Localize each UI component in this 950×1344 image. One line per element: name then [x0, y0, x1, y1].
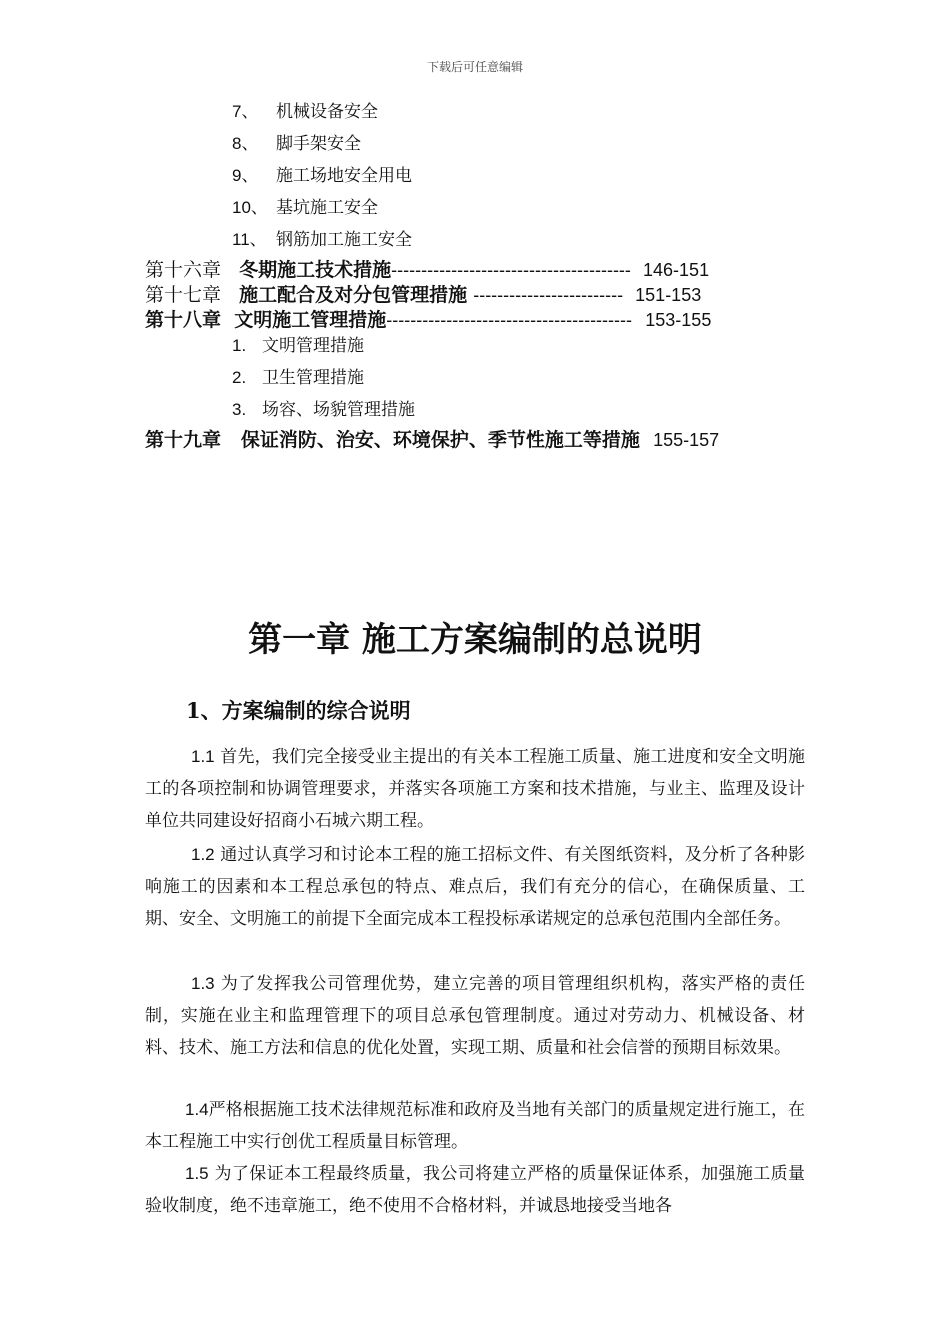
- toc-item: 11、 钢筋加工施工安全: [232, 230, 412, 250]
- toc-item: 10、 基坑施工安全: [232, 198, 378, 218]
- paragraph-1-2: 1.2 通过认真学习和讨论本工程的施工招标文件、有关图纸资料，及分析了各种影响施工的因素和本工程总承包的特点、难点后，我们有充分的信心，在确保质量、工期、安全、文明施工的前提下全面完成本工程投标承诺规定的总承包范围内全部任务。: [145, 845, 805, 929]
- toc-item: 2. 卫生管理措施: [232, 368, 364, 388]
- toc-item: 3. 场容、场貌管理措施: [232, 400, 415, 420]
- toc-chapter-16: 第十六章 冬期施工技术措施---------------------------------------- 146-151: [145, 259, 710, 281]
- toc-item: 9、 施工场地安全用电: [232, 166, 412, 186]
- toc-item: 8、 脚手架安全: [232, 134, 361, 154]
- toc-chapter-17: 第十七章 施工配合及对分包管理措施 ------------------------- 151-153: [145, 284, 702, 306]
- paragraph-1-5: 1.5 为了保证本工程最终质量，我公司将建立严格的质量保证体系，加强施工质量验收制度，绝不违章施工，绝不使用不合格材料，并诚恳地接受当地各: [145, 1164, 805, 1216]
- paragraph-1-3: 1.3 为了发挥我公司管理优势，建立完善的项目管理组织机构，落实严格的责任制，实施在业主和监理管理下的项目总承包管理制度。通过对劳动力、机械设备、材料、技术、施工方法和信息的优化处置，实现工期、质量和社会信誉的预期目标效果。: [145, 974, 806, 1058]
- toc-item: 1. 文明管理措施: [232, 336, 364, 356]
- toc-chapter-18: 第十八章 文明施工管理措施----------------------------------------- 153-155: [145, 309, 712, 331]
- chapter-title: 第一章 施工方案编制的总说明: [248, 620, 702, 660]
- toc-chapter-19: 第十九章 保证消防、治安、环境保护、季节性施工等措施 155-157: [145, 429, 720, 451]
- section-heading: 1、方案编制的综合说明: [186, 698, 411, 723]
- paragraph-1-1: 1.1 首先，我们完全接受业主提出的有关本工程施工质量、施工进度和安全文明施工的各项控制和协调管理要求，并落实各项施工方案和技术措施，与业主、监理及设计单位共同建设好招商小石城六期工程。: [145, 747, 805, 831]
- toc-item: 7、 机械设备安全: [232, 102, 378, 122]
- page-header: 下载后可任意编辑: [426, 60, 523, 74]
- paragraph-1-4: 1.4严格根据施工技术法律规范标准和政府及当地有关部门的质量规定进行施工，在本工程施工中实行创优工程质量目标管理。: [145, 1100, 805, 1152]
